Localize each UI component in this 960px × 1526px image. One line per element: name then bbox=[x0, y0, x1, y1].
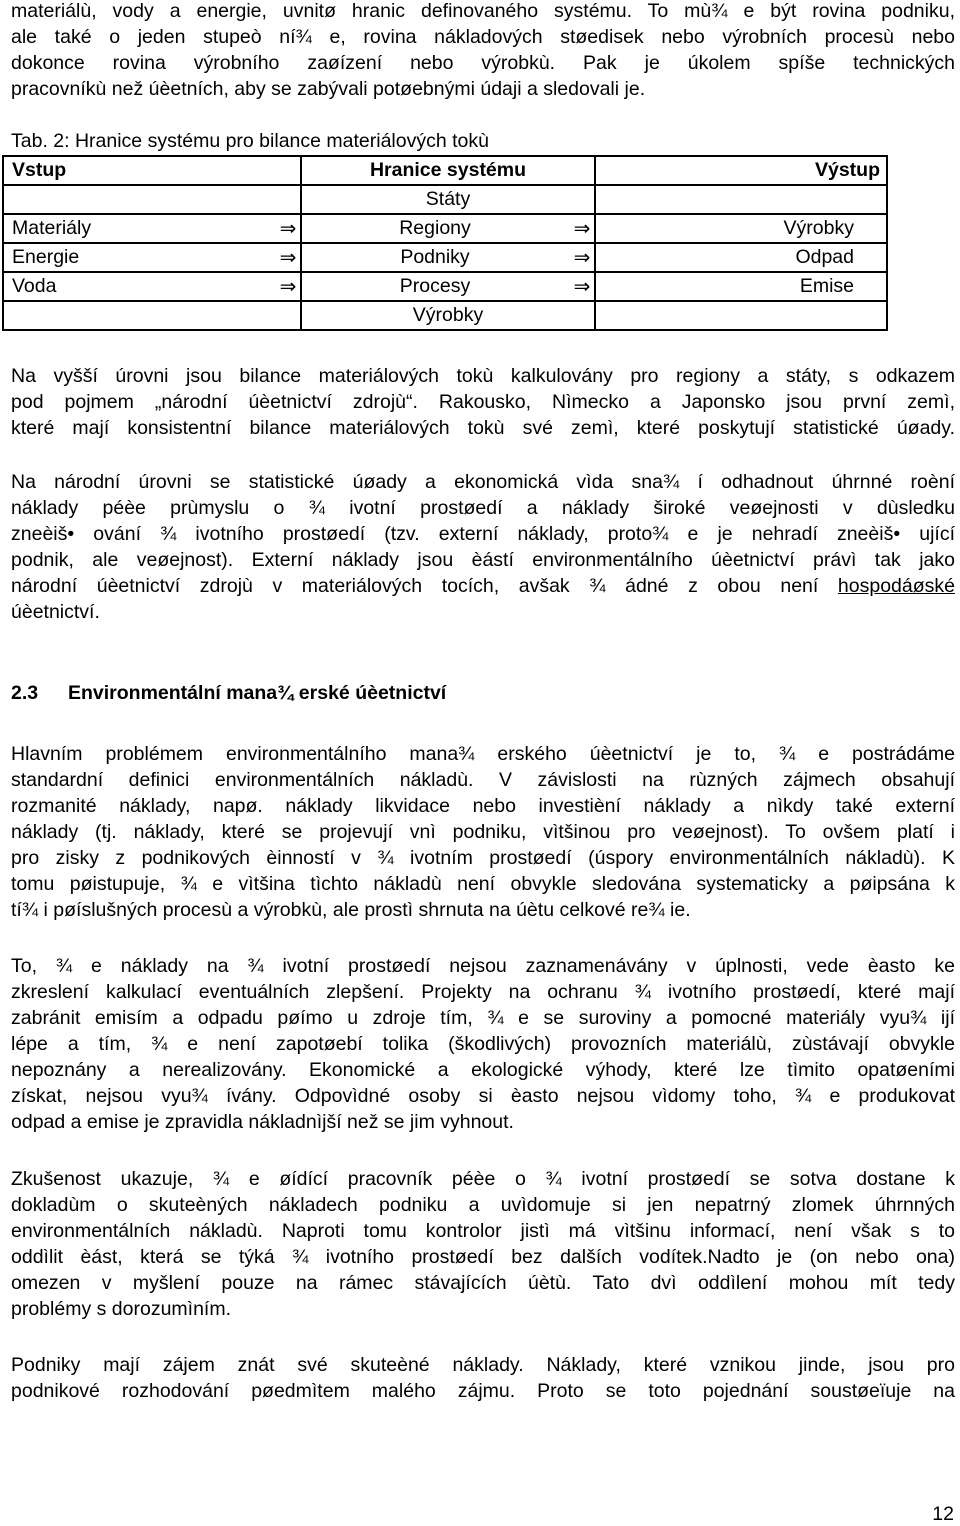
text-line: ale také o jeden stupeò ní¾ e, rovina nákladových støedisek nebo výrobních procesù nebo bbox=[11, 26, 955, 48]
text-line: tí¾ i pøíslušných procesù a výrobkù, ale prostì shrnuta na úètu celkové re¾ ie. bbox=[11, 899, 691, 921]
text-line: environmentálních nákladù. Naproti tomu kontrolor jistì má vìtšinu informací, není však s to bbox=[11, 1220, 955, 1242]
header-output: Výstup bbox=[595, 156, 887, 185]
text-line: Na vyšší úrovni jsou bilance materiálových tokù kalkulovány pro regiony a státy, s odkazem bbox=[11, 365, 955, 387]
paragraph-experience bbox=[11, 1166, 955, 1322]
text-line: pod pojmem „národní úèetnictví zdrojù“. Rakousko, Nìmecko a Japonsko jsou první zemì, bbox=[11, 391, 955, 413]
table-row bbox=[3, 301, 887, 330]
text-line: úèetnictví. bbox=[11, 601, 100, 623]
cell-output bbox=[595, 185, 887, 214]
text-line: rozmanité náklady, napø. náklady likvidace nebo investièní náklady a nìkdy také externí bbox=[11, 795, 955, 817]
text-line: omezen v myšlení pouze na rámec stávajících úètù. Tato dvì oddìlení mohou mít tedy bbox=[11, 1272, 955, 1294]
text-line: tomu pøistupuje, ¾ e vìtšina tìchto nákladù není obvykle sledována systematicky a pøipsána k bbox=[11, 873, 955, 895]
text-line: které mají konsistentní bilance materiálových tokù své zemì, které poskytují statistické úøady. bbox=[11, 417, 955, 439]
text-line: náklady (tj. náklady, které se projevují vnì podniku, vìtšinou pro veøejnost). To ovšem platí i bbox=[11, 821, 955, 843]
text-line: Hlavním problémem environmentálního mana¾ erského úèetnictví je to, ¾ e postrádáme bbox=[11, 743, 955, 765]
paragraph-distorted-calculations bbox=[11, 953, 955, 1135]
cell-boundary bbox=[301, 272, 595, 301]
text-line: To, ¾ e náklady na ¾ ivotní prostøedí nejsou zaznamenávány v úplnosti, vede èasto ke bbox=[11, 955, 955, 977]
table-row bbox=[3, 214, 887, 243]
text-line: problémy s dorozumìním. bbox=[11, 1298, 231, 1320]
text-line: lépe a tím, ¾ e není zapotøebí tolika (škodlivých) provozních materiálù, zùstávají obvykle bbox=[11, 1033, 955, 1055]
text-line: Zkušenost ukazuje, ¾ e øídící pracovník péèe o ¾ ivotní prostøedí se sotva dostane k bbox=[11, 1168, 955, 1190]
double-arrow-icon: ⇒ bbox=[573, 216, 591, 240]
boundary-label: Procesy bbox=[399, 275, 471, 297]
text-line: oddìlit èást, která se týká ¾ ivotního prostøedí bez dalších vodítek.Nadto je (on nebo ona) bbox=[11, 1246, 955, 1268]
text-line: podnik, ale veøejnost). Externí náklady jsou èástí environmentálního úèetnictví právì tak jako bbox=[11, 549, 955, 571]
text-line: zkreslení kalkulací eventuálních zlepšení. Projekty na ochranu ¾ ivotního prostøedí, které mají bbox=[11, 981, 955, 1003]
text-line: náklady péèe prùmyslu o ¾ ivotní prostøedí a náklady široké veøejnosti v dùsledku bbox=[11, 497, 955, 519]
text-line: dokladùm o skuteèných nákladech podniku a uvìdomuje si jen nepatrný zlomek úhrnných bbox=[11, 1194, 955, 1216]
text-line: zabránit emisím a odpadu pøímo u zdroje tím, ¾ e se suroviny a pomocné materiály vyu¾ ijí bbox=[11, 1007, 955, 1029]
paragraph-companies bbox=[11, 1352, 955, 1404]
text-line: Na národní úrovni se statistické úøady a ekonomická vìda sna¾ í odhadnout úhrnné roèní bbox=[11, 471, 955, 493]
text-line: odpad a emise je zpravidla nákladnìjší než se jim vyhnout. bbox=[11, 1111, 514, 1133]
paragraph-national-accounting bbox=[11, 363, 955, 441]
system-boundary-table bbox=[2, 155, 888, 331]
cell-boundary bbox=[301, 214, 595, 243]
cell-output: Emise bbox=[595, 272, 887, 301]
boundary-label: Podniky bbox=[400, 246, 470, 268]
text-line bbox=[11, 573, 955, 599]
double-arrow-icon: ⇒ bbox=[279, 245, 297, 269]
text-line-part: národní úèetnictví zdrojù v materiálových tocích, avšak ¾ ádné z obou není bbox=[11, 575, 838, 597]
section-heading bbox=[11, 679, 446, 707]
text-line: materiálù, vody a energie, uvnitø hranic definovaného systému. To mù¾ e být rovina podniku, bbox=[11, 0, 955, 22]
input-label: Materiály bbox=[12, 217, 92, 239]
cell-input bbox=[3, 272, 301, 301]
underlined-word: hospodáøské bbox=[837, 575, 955, 597]
text-line: dokonce rovina výrobního zaøízení nebo výrobkù. Pak je úkolem spíše technických bbox=[11, 52, 955, 74]
boundary-label: Regiony bbox=[399, 217, 471, 239]
header-input: Vstup bbox=[3, 156, 301, 185]
paragraph-main-problem bbox=[11, 741, 955, 923]
double-arrow-icon: ⇒ bbox=[573, 274, 591, 298]
text-line: pro zisky z podnikových èinností v ¾ ivotním prostøedí (úspory environmentálních nákladù). K bbox=[11, 847, 955, 869]
cell-input bbox=[3, 185, 301, 214]
table-row bbox=[3, 243, 887, 272]
text-line: nepoznány a nerealizovány. Ekonomické a ekologické výhody, které lze tìmito opatøeními bbox=[11, 1059, 955, 1081]
cell-input bbox=[3, 301, 301, 330]
text-line: Podniky mají zájem znát své skuteèné náklady. Náklady, které vznikou jinde, jsou pro bbox=[11, 1354, 955, 1376]
text-line: zneèiš• ování ¾ ivotního prostøedí (tzv. externí náklady, proto¾ e je nehradí zneèiš• ující bbox=[11, 523, 955, 545]
intro-paragraph bbox=[11, 0, 955, 102]
input-label: Voda bbox=[12, 275, 57, 297]
text-line: standardní definici environmentálních nákladù. V závislosti na rùzných zájmech obsahují bbox=[11, 769, 955, 791]
cell-input bbox=[3, 243, 301, 272]
double-arrow-icon: ⇒ bbox=[279, 216, 297, 240]
cell-boundary: Výrobky bbox=[301, 301, 595, 330]
cell-input bbox=[3, 214, 301, 243]
paragraph-external-costs bbox=[11, 469, 955, 625]
cell-output bbox=[595, 301, 887, 330]
table-caption: Tab. 2: Hranice systému pro bilance materiálových tokù bbox=[11, 130, 489, 152]
section-title: Environmentální mana¾ erské úèetnictví bbox=[68, 682, 447, 704]
header-boundary: Hranice systému bbox=[301, 156, 595, 185]
table-header-row bbox=[3, 156, 887, 185]
cell-boundary: Státy bbox=[301, 185, 595, 214]
input-label: Energie bbox=[12, 246, 80, 268]
text-line: pracovníkù než úèetních, aby se zabývali potøebnými údaji a sledovali je. bbox=[11, 78, 646, 100]
table-row bbox=[3, 185, 887, 214]
table-row bbox=[3, 272, 887, 301]
cell-output: Výrobky bbox=[595, 214, 887, 243]
page-number: 12 bbox=[932, 1503, 954, 1525]
text-line: získat, nejsou vyu¾ ívány. Odpovìdné osoby si èasto nejsou vìdomy toho, ¾ e produkovat bbox=[11, 1085, 955, 1107]
cell-output: Odpad bbox=[595, 243, 887, 272]
cell-boundary bbox=[301, 243, 595, 272]
double-arrow-icon: ⇒ bbox=[573, 245, 591, 269]
section-number: 2.3 bbox=[11, 682, 39, 704]
text-line: podnikové rozhodování pøedmìtem malého zájmu. Proto se toto pojednání soustøeïuje na bbox=[11, 1380, 955, 1402]
double-arrow-icon: ⇒ bbox=[279, 274, 297, 298]
